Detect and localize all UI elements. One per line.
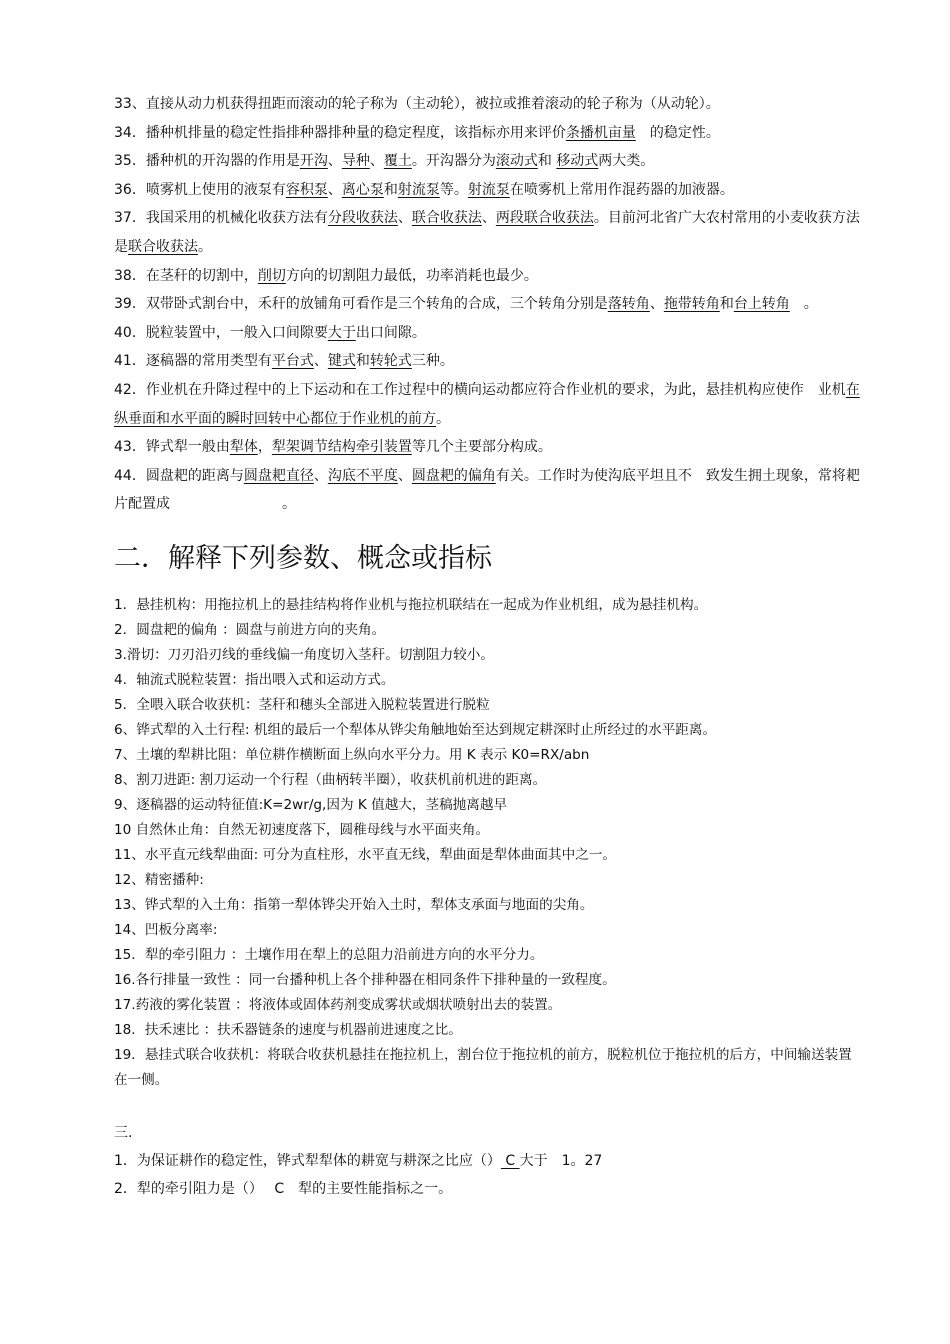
definition-item: 17.药液的雾化装置 ：将液体或固体药剂变成雾状或烟状喷射出去的装置。: [114, 996, 562, 1013]
answer-blank: 离心泵: [341, 181, 384, 198]
definition-item: 18．扶禾速比 ：扶禾器链条的速度与机器前进速度之比。: [114, 1021, 462, 1038]
question-39: 39．双带卧式割台中，禾秆的放铺角可看作是三个转角的合成，三个转角分别是落转角、拖带转角和台上转角 。: [114, 296, 818, 313]
answer-blank: 犁架调节结构牵引装置: [271, 439, 412, 456]
definition-item: 7、土壤的犁耕比阻：单位耕作横断面上纵向水平分力。用 K 表示 K0=RX/abn: [114, 746, 590, 763]
answer-blank: 两段联合收获法: [495, 210, 594, 227]
definition-item: 2．圆盘耙的偏角 ：圆盘与前进方向的夹角。: [114, 621, 386, 638]
definitions-list: [114, 593, 864, 1093]
definition-item: 5．全喂入联合收获机：茎秆和穗头全部进入脱粒装置进行脱粒: [114, 696, 490, 713]
answer-blank: 联合收获法: [128, 238, 198, 255]
answer-blank: 削切: [257, 267, 286, 284]
document-page: [114, 90, 864, 1203]
choice-question-1: 1．为保证耕作的稳定性，铧式犁犁体的耕宽与耕深之比应（） C 大于 1。27: [114, 1152, 603, 1169]
question-34: 34．播种机排量的稳定性指排种器排种量的稳定程度，该指标亦用来评价条播机亩量 的稳定性。: [114, 124, 720, 141]
answer-blank: 台上转角: [733, 296, 790, 313]
answer-blank: 转轮式: [369, 353, 412, 370]
answer-blank: C: [500, 1152, 520, 1169]
question-40: 40．脱粒装置中，一般入口间隙要大于出口间隙。: [114, 324, 426, 341]
section-3: [114, 1119, 864, 1203]
definition-item: 13、铧式犁的入土角：指第一犁体铧尖开始入土时，犁体支承面与地面的尖角。: [114, 896, 594, 913]
answer-blank: 覆土: [383, 153, 412, 170]
answer-blank: 沟底不平度: [327, 467, 398, 484]
definition-item: 3.滑切：刀刃沿刃线的垂线偏一角度切入茎秆。切割阻力较小。: [114, 646, 494, 663]
definition-item: 15．犁的牵引阻力 ：土壤作用在犁上的总阻力沿前进方向的水平分力。: [114, 946, 544, 963]
answer-blank: 条播机亩量: [565, 124, 636, 141]
answer-blank: 落转角: [607, 296, 650, 313]
answer-blank: 容积泵: [285, 181, 328, 198]
answer-blank: 分段收获法: [327, 210, 398, 227]
answer-blank: 移动式: [556, 153, 599, 170]
question-33: 33、直接从动力机获得扭距而滚动的轮子称为（主动轮），被拉或推着滚动的轮子称为（从动轮）。: [114, 96, 720, 112]
question-36: 36．喷雾机上使用的液泵有容积泵、离心泵和射流泵等。射流泵在喷雾机上常用作混药器的加液器。: [114, 181, 734, 198]
definition-item: 9、逐稿器的运动特征值:K=2wr/g,因为 K 值越大，茎稿抛离越早: [114, 796, 508, 813]
answer-blank: 在纵垂面和水平面的瞬时回转中心都位于作业机的前方: [114, 381, 860, 427]
definition-item: 8、割刀进距: 割刀运动一个行程（曲柄转半圈），收获机前机进的距离。: [114, 771, 547, 788]
definition-item: 16.各行排量一致性 ：同一台播种机上各个排种器在相同条件下排种量的一致程度。: [114, 971, 616, 988]
answer-blank: 圆盘耙的偏角: [411, 467, 496, 484]
question-35: 35．播种机的开沟器的作用是开沟、导种、覆土。开沟器分为滚动式和 移动式两大类。: [114, 153, 655, 170]
question-44: 44．圆盘耙的距离与圆盘耙直径、沟底不平度、圆盘耙的偏角有关。工作时为使沟底平坦且不 致发生拥土现象，常将耙片配置成 。: [114, 467, 860, 513]
question-43: 43．铧式犁一般由犁体，犁架调节结构牵引装置等几个主要部分构成。: [114, 439, 552, 456]
answer-blank: 键式: [327, 353, 356, 370]
answer-blank: 犁体: [229, 439, 258, 456]
question-42: 42．作业机在升降过程中的上下运动和在工作过程中的横向运动都应符合作业机的要求，为此，悬挂机构应使作 业机在纵垂面和水平面的瞬时回转中心都位于作业机的前方。: [114, 381, 860, 427]
answer-blank: 射流泵: [467, 181, 510, 198]
definition-item: 1．悬挂机构：用拖拉机上的悬挂结构将作业机与拖拉机联结在一起成为作业机组，成为悬挂机构。: [114, 596, 708, 613]
answer-blank: 平台式: [271, 353, 314, 370]
answer-blank: 大于: [327, 324, 356, 341]
definition-item: 19．悬挂式联合收获机：将联合收获机悬挂在拖拉机上，割台位于拖拉机的前方，脱粒机位于拖拉机的后方，中间输送装置在一侧。: [114, 1046, 852, 1088]
answer-blank: 射流泵: [397, 181, 440, 198]
answer-blank: 圆盘耙直径: [243, 467, 314, 484]
question-38: 38．在茎秆的切割中，削切方向的切割阻力最低，功率消耗也最少。: [114, 267, 538, 284]
definition-item: 12、精密播种:: [114, 871, 204, 888]
definition-item: 14、凹板分离率:: [114, 921, 218, 938]
definition-item: 6、铧式犁的入土行程: 机组的最后一个犁体从铧尖角触地始至达到规定耕深时止所经过的水平距离。: [114, 721, 717, 738]
choice-question-2: 2．犁的牵引阻力是（） C 犁的主要性能指标之一。: [114, 1180, 453, 1197]
section-3-heading: 三.: [114, 1124, 133, 1141]
definition-item: 4．轴流式脱粒装置：指出喂入式和运动方式。: [114, 671, 395, 688]
question-41: 41．逐稿器的常用类型有平台式、键式和转轮式三种。: [114, 353, 454, 370]
question-37: 37．我国采用的机械化收获方法有分段收获法、联合收获法、两段联合收获法。目前河北省广大农村常用的小麦收获方法是联合收获法。: [114, 210, 860, 255]
answer-blank: 开沟: [299, 153, 328, 170]
answer-blank: 联合收获法: [411, 210, 482, 227]
answer-blank: 滚动式: [495, 153, 538, 170]
answer-blank: 导种: [341, 153, 370, 170]
definition-item: 10 自然休止角：自然无初速度落下，圆稚母线与水平面夹角。: [114, 821, 490, 838]
section-2-heading: 二．解释下列参数、概念或指标: [114, 542, 492, 574]
answer-blank: 拖带转角: [663, 296, 720, 313]
definition-item: 11、水平直元线犁曲面: 可分为直柱形，水平直无线，犁曲面是犁体曲面其中之一。: [114, 846, 616, 863]
